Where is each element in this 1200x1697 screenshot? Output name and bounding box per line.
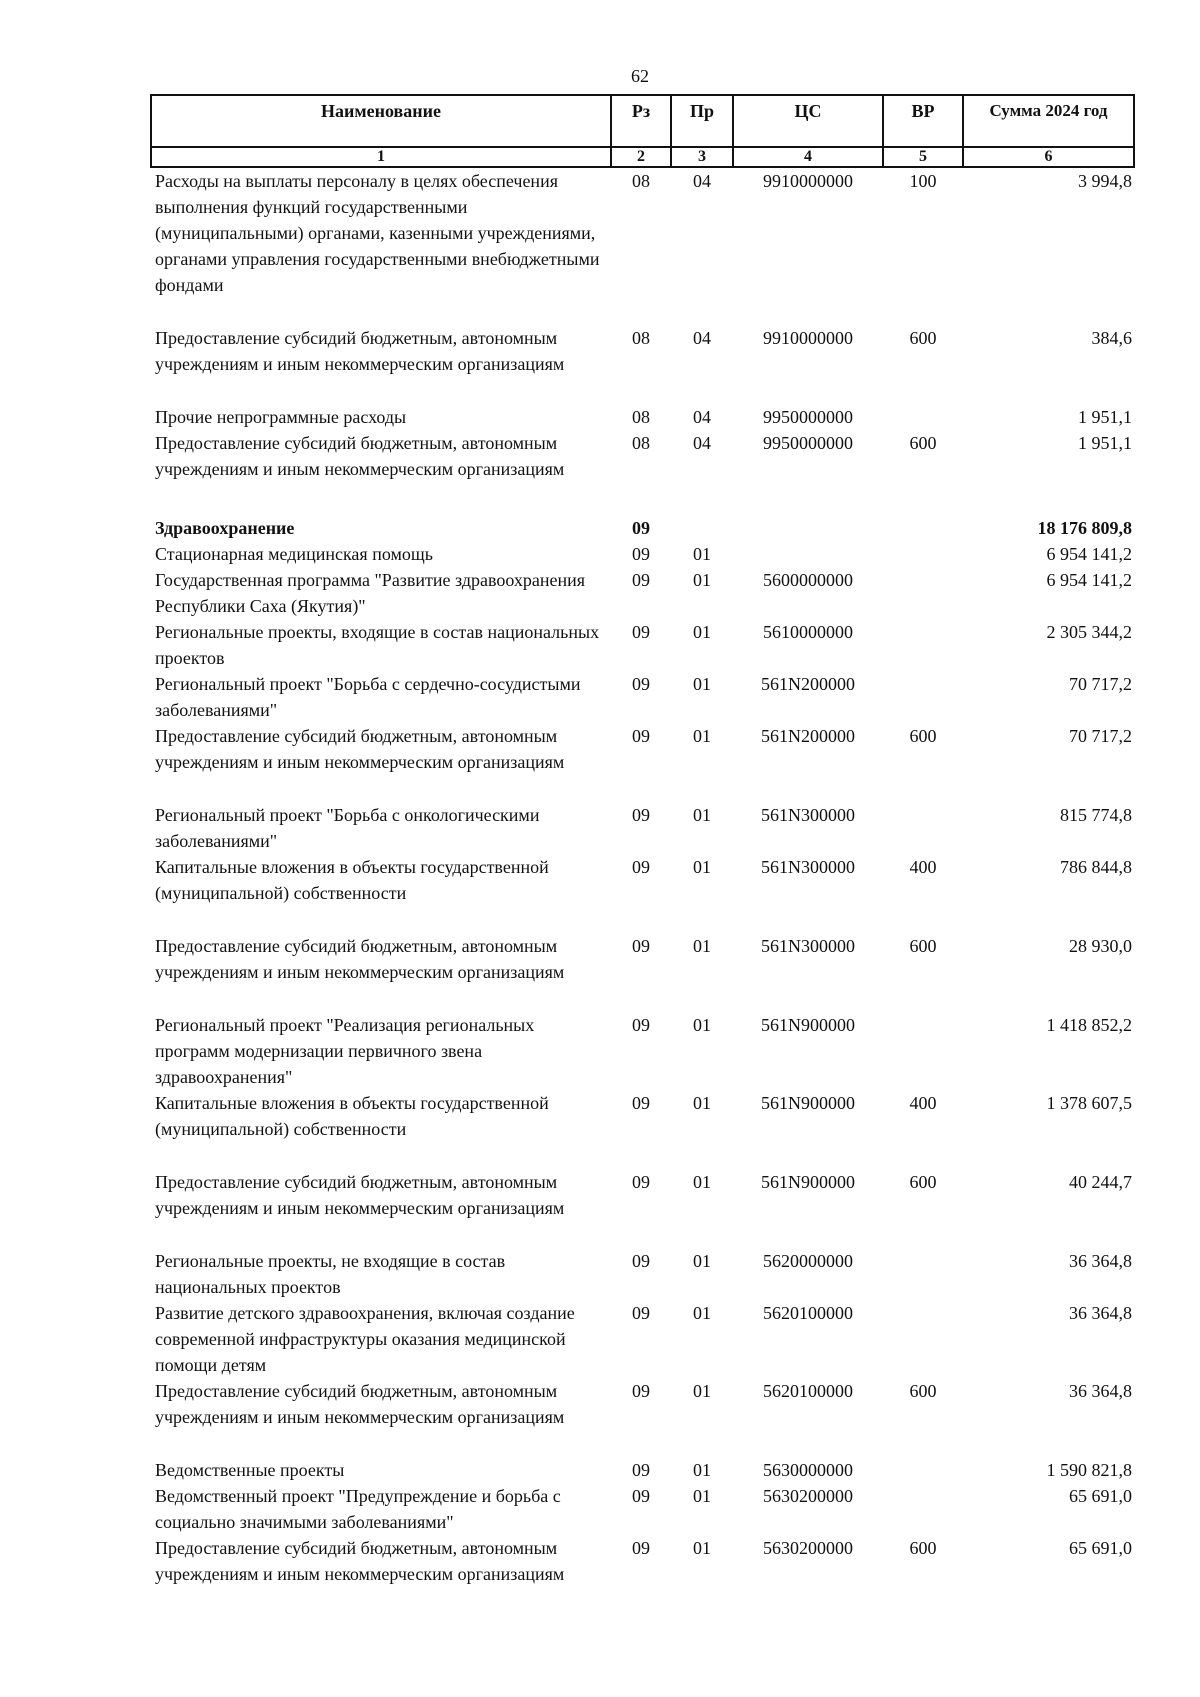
row-name: Предоставление субсидий бюджетным, автономным учреждениям и иным некоммерческим организациям: [155, 433, 565, 479]
row-cs: 561N200000: [761, 674, 855, 694]
row-sum: 36 364,8: [1069, 1381, 1132, 1401]
row-cs: 5620000000: [763, 1251, 853, 1271]
column-number: 4: [733, 147, 883, 167]
row-cs: 5630000000: [763, 1460, 853, 1480]
row-vr: [883, 1012, 963, 1090]
row-name: Предоставление субсидий бюджетным, автономным учреждениям и иным некоммерческим организациям: [155, 726, 565, 772]
row-sum: 65 691,0: [1069, 1486, 1132, 1506]
row-pr: 01: [693, 1486, 711, 1506]
row-sum: 384,6: [1091, 328, 1132, 348]
row-vr: 600: [909, 1381, 937, 1401]
row-cs: 9950000000: [763, 433, 853, 453]
row-cs: 5620100000: [763, 1381, 853, 1401]
row-name: Капитальные вложения в объекты государственной (муниципальной) собственности: [155, 857, 549, 903]
row-pr: 01: [693, 726, 711, 746]
row-cs: 561N900000: [761, 1172, 855, 1192]
row-sum: 70 717,2: [1069, 726, 1132, 746]
row-name: Предоставление субсидий бюджетным, автономным учреждениям и иным некоммерческим организациям: [155, 1381, 565, 1427]
row-vr: [883, 404, 963, 430]
row-pr: 01: [693, 622, 711, 642]
row-vr: [883, 1457, 963, 1483]
row-cs: 9910000000: [763, 171, 853, 191]
row-name: Предоставление субсидий бюджетным, автономным учреждениям и иным некоммерческим организациям: [155, 1172, 565, 1218]
row-sum: 36 364,8: [1069, 1303, 1132, 1323]
row-name: Развитие детского здравоохранения, включая создание современной инфраструктуры оказания медицинской помощи детям: [155, 1303, 575, 1375]
row-pr: 01: [693, 674, 711, 694]
table-row: [151, 515, 1134, 541]
row-vr: [883, 802, 963, 854]
row-vr: [883, 541, 963, 567]
row-vr: 600: [909, 936, 937, 956]
row-rz: 09: [632, 674, 650, 694]
budget-table: [150, 94, 1135, 1587]
row-cs: 561N900000: [761, 1015, 855, 1035]
table-row: [151, 1535, 1134, 1587]
row-name: Прочие непрограммные расходы: [155, 407, 407, 427]
row-sum: 1 951,1: [1078, 433, 1132, 453]
table-row: [151, 802, 1134, 854]
row-name: Региональный проект "Реализация региональных программ модернизации первичного звена здравоохранения": [155, 1015, 535, 1087]
row-cs: [733, 515, 883, 541]
table-row: [151, 541, 1134, 567]
row-cs: 5600000000: [763, 570, 853, 590]
column-number: 5: [883, 147, 963, 167]
row-rz: 08: [632, 407, 650, 427]
row-pr: 01: [693, 1015, 711, 1035]
table-row: [151, 933, 1134, 1012]
row-name: Региональные проекты, не входящие в состав национальных проектов: [155, 1251, 506, 1297]
row-cs: 9910000000: [763, 328, 853, 348]
table-row: [151, 1457, 1134, 1483]
row-vr: [883, 1248, 963, 1300]
row-pr: 01: [693, 544, 711, 564]
row-pr: 01: [693, 1303, 711, 1323]
row-pr: 01: [693, 1172, 711, 1192]
row-rz: 09: [632, 1303, 650, 1323]
row-sum: 6 954 141,2: [1046, 570, 1132, 590]
row-cs: 5610000000: [763, 622, 853, 642]
column-header-cs: ЦС: [733, 95, 883, 147]
row-rz: 09: [632, 1015, 650, 1035]
row-rz: 09: [632, 1251, 650, 1271]
column-number: 1: [151, 147, 611, 167]
table-row: [151, 1378, 1134, 1457]
row-cs: 561N300000: [761, 936, 855, 956]
row-sum: 36 364,8: [1069, 1251, 1132, 1271]
row-vr: [883, 671, 963, 723]
row-vr: 600: [909, 1538, 937, 1558]
row-vr: 600: [909, 1172, 937, 1192]
row-name: Региональные проекты, входящие в состав национальных проектов: [155, 622, 600, 668]
row-name: Предоставление субсидий бюджетным, автономным учреждениям и иным некоммерческим организациям: [155, 936, 565, 982]
row-rz: 09: [632, 1093, 650, 1113]
row-pr: 01: [693, 1093, 711, 1113]
row-cs: 561N900000: [761, 1093, 855, 1113]
row-sum: 2 305 344,2: [1046, 622, 1132, 642]
row-rz: 09: [632, 1381, 650, 1401]
column-number: 6: [963, 147, 1134, 167]
row-name: Здравоохранение: [155, 518, 295, 538]
row-rz: 09: [632, 544, 650, 564]
table-row: [151, 671, 1134, 723]
row-cs: 5620100000: [763, 1303, 853, 1323]
row-sum: 1 378 607,5: [1046, 1093, 1132, 1113]
row-name: Предоставление субсидий бюджетным, автономным учреждениям и иным некоммерческим организациям: [155, 328, 565, 374]
table-row: [151, 1483, 1134, 1535]
column-header-rz: Рз: [611, 95, 671, 147]
row-sum: 786 844,8: [1060, 857, 1132, 877]
row-rz: 09: [632, 1460, 650, 1480]
row-rz: 09: [632, 518, 650, 538]
row-cs: [733, 541, 883, 567]
table-row: [151, 1012, 1134, 1090]
row-cs: 561N300000: [761, 857, 855, 877]
row-sum: 70 717,2: [1069, 674, 1132, 694]
row-pr: 04: [693, 328, 711, 348]
table-row: [151, 619, 1134, 671]
header-row: [151, 95, 1134, 147]
row-sum: 1 418 852,2: [1046, 1015, 1132, 1035]
row-pr: 01: [693, 1460, 711, 1480]
row-vr: [883, 619, 963, 671]
row-sum: 28 930,0: [1069, 936, 1132, 956]
row-sum: 18 176 809,8: [1037, 518, 1132, 538]
row-name: Стационарная медицинская помощь: [155, 544, 433, 564]
table-row: [151, 1300, 1134, 1378]
row-rz: 08: [632, 171, 650, 191]
table-row: [151, 325, 1134, 404]
row-pr: [671, 515, 733, 541]
row-pr: 01: [693, 1251, 711, 1271]
column-number: 2: [611, 147, 671, 167]
row-vr: 400: [909, 1093, 937, 1113]
row-rz: 09: [632, 857, 650, 877]
row-vr: 100: [909, 171, 937, 191]
row-sum: 1 590 821,8: [1046, 1460, 1132, 1480]
row-rz: 09: [632, 726, 650, 746]
table-row: [151, 1169, 1134, 1248]
table-row: [151, 1248, 1134, 1300]
row-cs: 5630200000: [763, 1538, 853, 1558]
table-row: [151, 404, 1134, 430]
row-vr: [883, 1300, 963, 1378]
row-name: Региональный проект "Борьба с сердечно-сосудистыми заболеваниями": [155, 674, 581, 720]
table-row: [151, 167, 1134, 325]
row-vr: [883, 567, 963, 619]
row-rz: 08: [632, 433, 650, 453]
row-pr: 04: [693, 407, 711, 427]
row-cs: 5630200000: [763, 1486, 853, 1506]
column-header-pr: Пр: [671, 95, 733, 147]
row-rz: 09: [632, 1172, 650, 1192]
row-sum: 815 774,8: [1060, 805, 1132, 825]
row-name: Расходы на выплаты персоналу в целях обеспечения выполнения функций государственными (муниципальными) органами, казенными учреждениями, органами управления государственными внебюджетными фондами: [155, 171, 600, 295]
row-vr: [883, 1483, 963, 1535]
row-vr: 600: [909, 328, 937, 348]
column-header-name: Наименование: [151, 95, 611, 147]
row-pr: 01: [693, 1381, 711, 1401]
column-number-row: [151, 147, 1134, 167]
row-rz: 09: [632, 1486, 650, 1506]
row-rz: 09: [632, 805, 650, 825]
table-row: [151, 1090, 1134, 1169]
row-pr: 01: [693, 570, 711, 590]
row-vr: [883, 515, 963, 541]
row-cs: 561N200000: [761, 726, 855, 746]
row-rz: 09: [632, 570, 650, 590]
row-sum: 6 954 141,2: [1046, 544, 1132, 564]
row-vr: 600: [909, 433, 937, 453]
row-pr: 04: [693, 171, 711, 191]
row-pr: 01: [693, 1538, 711, 1558]
column-header-vr: ВР: [883, 95, 963, 147]
row-rz: 08: [632, 328, 650, 348]
page-number: 62: [631, 66, 649, 86]
table-row: [151, 723, 1134, 802]
row-pr: 04: [693, 433, 711, 453]
row-pr: 01: [693, 857, 711, 877]
row-pr: 01: [693, 936, 711, 956]
column-header-sum: Сумма 2024 год: [963, 95, 1134, 147]
row-name: Предоставление субсидий бюджетным, автономным учреждениям и иным некоммерческим организациям: [155, 1538, 565, 1584]
row-rz: 09: [632, 1538, 650, 1558]
row-vr: 400: [909, 857, 937, 877]
row-name: Ведомственный проект "Предупреждение и борьба с социально значимыми заболеваниями": [155, 1486, 561, 1532]
row-sum: 1 951,1: [1078, 407, 1132, 427]
row-name: Региональный проект "Борьба с онкологическими заболеваниями": [155, 805, 540, 851]
row-sum: 65 691,0: [1069, 1538, 1132, 1558]
table-row: [151, 430, 1134, 515]
table-row: [151, 854, 1134, 933]
row-rz: 09: [632, 936, 650, 956]
row-rz: 09: [632, 622, 650, 642]
row-name: Ведомственные проекты: [155, 1460, 345, 1480]
row-sum: 3 994,8: [1078, 171, 1132, 191]
row-pr: 01: [693, 805, 711, 825]
row-name: Государственная программа "Развитие здравоохранения Республики Саха (Якутия)": [155, 570, 586, 616]
row-vr: 600: [909, 726, 937, 746]
row-sum: 40 244,7: [1069, 1172, 1132, 1192]
table-row: [151, 567, 1134, 619]
row-cs: 561N300000: [761, 805, 855, 825]
column-number: 3: [671, 147, 733, 167]
row-name: Капитальные вложения в объекты государственной (муниципальной) собственности: [155, 1093, 549, 1139]
row-cs: 9950000000: [763, 407, 853, 427]
